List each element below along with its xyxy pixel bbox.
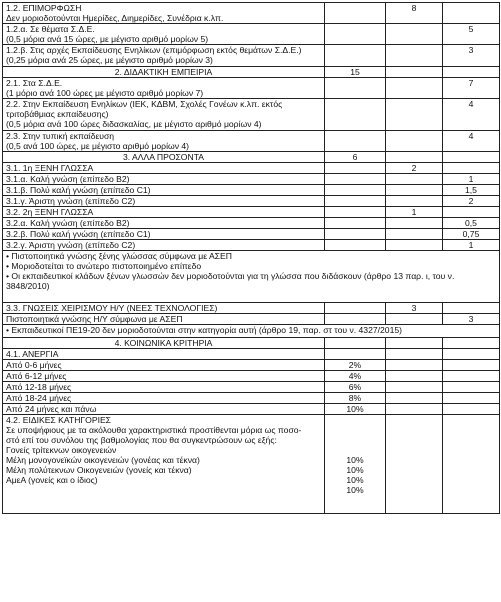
points-cell-d <box>443 3 500 24</box>
percentage-value <box>328 435 382 445</box>
table-row <box>3 152 500 163</box>
points-cell-d: 1 <box>443 240 500 251</box>
criteria-sheet <box>0 2 501 602</box>
description-line: 3.1.γ. Άριστη γνώση (επίπεδο C2) <box>6 196 136 206</box>
points-cell-b <box>325 207 386 218</box>
points-cell-c: 2 <box>386 163 443 174</box>
description-line: 1.2.β. Στις αρχές Εκπαίδευσης Ενηλίκων (επιμόρφωση εκτός θεμάτων Σ.Δ.Ε.) <box>6 45 302 55</box>
description-line: Από 18-24 μήνες <box>6 393 72 403</box>
percentage-value <box>328 445 382 455</box>
table-row <box>3 78 500 99</box>
points-cell-d <box>443 207 500 218</box>
criterion-description <box>3 371 325 382</box>
table-row <box>3 99 500 131</box>
criterion-description <box>3 382 325 393</box>
description-line: 4. ΚΟΙΝΩΝΙΚΑ ΚΡΙΤΗΡΙΑ <box>114 338 213 348</box>
criterion-description <box>3 24 325 45</box>
points-cell-d <box>443 303 500 314</box>
description-line: 1.2. ΕΠΙΜΟΡΦΩΣΗ <box>6 3 82 13</box>
points-cell-c: 3 <box>386 303 443 314</box>
description-line: Μέλη μονογονεϊκών οικογενειών (γονέας και τέκνα) <box>6 455 200 465</box>
criterion-description <box>3 163 325 174</box>
points-cell-c <box>386 131 443 152</box>
description-line: 3.2.α. Καλή γνώση (επίπεδο Β2) <box>6 218 130 228</box>
points-cell-c <box>386 24 443 45</box>
points-cell-b <box>325 314 386 325</box>
table-row <box>3 349 500 360</box>
points-cell-d: 0,5 <box>443 218 500 229</box>
criterion-description <box>3 404 325 415</box>
description-line: Από 12-18 μήνες <box>6 382 72 392</box>
points-cell-b <box>325 240 386 251</box>
percentage-value: 10% <box>346 465 364 475</box>
points-cell-d <box>443 67 500 78</box>
points-cell-d: 1,5 <box>443 185 500 196</box>
points-cell-b <box>325 163 386 174</box>
criterion-description <box>3 218 325 229</box>
table-row <box>3 207 500 218</box>
description-line: Δεν μοριοδοτούνται Ημερίδες, Διημερίδες, Συνέδρια κ.λπ. <box>6 13 224 23</box>
table-row <box>3 185 500 196</box>
criterion-description <box>3 314 325 325</box>
points-cell-b <box>325 349 386 360</box>
points-cell-d: 4 <box>443 131 500 152</box>
description-line: στό επί του συνόλου της βαθμολογίας που θα συγκεντρώσουν ως εξής: <box>6 435 277 445</box>
points-cell-b <box>325 24 386 45</box>
description-line: 3.2.β. Πολύ καλή γνώση (επίπεδο C1) <box>6 229 151 239</box>
percentage-value <box>328 425 382 435</box>
criterion-description <box>3 99 325 131</box>
table-row <box>3 303 500 314</box>
points-cell-b: 6 <box>325 152 386 163</box>
points-cell-d <box>443 152 500 163</box>
criterion-description <box>3 240 325 251</box>
points-cell-b <box>325 131 386 152</box>
description-line: 3. ΑΛΛΑ ΠΡΟΣΟΝΤΑ <box>122 152 205 162</box>
points-cell-d: 3 <box>443 314 500 325</box>
points-cell-d: 4 <box>443 99 500 131</box>
description-line: 3.3. ΓΝΩΣΕΙΣ ΧΕΙΡΙΣΜΟΥ Η/Υ (ΝΕΕΣ ΤΕΧΝΟΛΟΓΙΕΣ) <box>6 303 218 313</box>
points-cell-c <box>386 67 443 78</box>
points-cell-c <box>386 314 443 325</box>
description-line: 2.1. Στα Σ.Δ.Ε. <box>6 78 63 88</box>
table-row <box>3 131 500 152</box>
points-cell-c <box>386 240 443 251</box>
description-line: 4.1. ΑΝΕΡΓΙΑ <box>6 349 59 359</box>
criteria-table-body <box>3 3 500 514</box>
points-cell-c <box>386 99 443 131</box>
percentage-value: 10% <box>346 485 364 495</box>
description-line: 3.2.γ. Άριστη γνώση (επίπεδο C2) <box>6 240 136 250</box>
criterion-description <box>3 78 325 99</box>
points-cell-c <box>386 415 443 514</box>
points-cell-c: 8 <box>386 3 443 24</box>
points-cell-c <box>386 174 443 185</box>
description-line: (0,25 μόρια ανά 25 ώρες, με μέγιστο αριθμό μορίων 3) <box>6 55 213 65</box>
points-cell-d: 7 <box>443 78 500 99</box>
description-line: Γονείς τρίτεκνων οικογενειών <box>6 445 117 455</box>
description-line: Σε υποψήφιους με τα ακόλουθα χαρακτηριστικά προστίθενται μόρια ως ποσο- <box>6 425 302 435</box>
points-cell-b <box>325 196 386 207</box>
criterion-description <box>3 185 325 196</box>
table-row <box>3 314 500 325</box>
description-line: ΑμεΑ (γονείς και ο ίδιος) <box>6 475 98 485</box>
description-line: 2.3. Στην τυπική εκπαίδευση <box>6 131 115 141</box>
criterion-description <box>3 229 325 240</box>
percentage-value: 10% <box>346 475 364 485</box>
table-row <box>3 338 500 349</box>
points-cell-b <box>325 185 386 196</box>
points-cell-b <box>325 229 386 240</box>
section-heading <box>3 338 325 349</box>
points-cell-d <box>443 382 500 393</box>
table-row <box>3 3 500 24</box>
description-line: τριτοβάθμιας εκπαίδευσης) <box>6 109 109 119</box>
points-cell-c <box>386 360 443 371</box>
points-cell-b: 8% <box>325 393 386 404</box>
description-line: (0,5 ανά 100 ώρες, με μέγιστο αριθμό μορίων 4) <box>6 141 190 151</box>
points-cell-c <box>386 393 443 404</box>
description-line: (0,5 μόρια ανά 100 ώρες διδασκαλίας, με μέγιστο αριθμό μορίων 4) <box>6 119 262 129</box>
description-line: 2.2. Στην Εκπαίδευση Ενηλίκων (ΙΕΚ, ΚΔΒΜ, Σχολές Γονέων κ.λπ. εκτός <box>6 99 283 109</box>
percentage-value: 10% <box>346 455 364 465</box>
description-line: (1 μόριο ανά 100 ώρες με μέγιστο αριθμό μορίων 7) <box>6 88 204 98</box>
table-row <box>3 240 500 251</box>
description-line: 4.2. ΕΙΔΙΚΕΣ ΚΑΤΗΓΟΡΙΕΣ <box>6 415 111 425</box>
criterion-description <box>3 393 325 404</box>
points-cell-b <box>325 303 386 314</box>
points-cell-d: 1 <box>443 174 500 185</box>
criterion-description <box>3 196 325 207</box>
table-row <box>3 229 500 240</box>
note-cell <box>3 251 500 303</box>
note-line: • Οι εκπαιδευτικοί κλάδων ξένων γλωσσών δεν μοριοδοτούνται για τη γλώσσα που διδάσκουν (άρθρο 13 παρ. ι, του ν. 3848/2010) <box>6 271 455 291</box>
table-row <box>3 174 500 185</box>
points-cell-d <box>443 415 500 514</box>
points-cell-b: 10% <box>325 404 386 415</box>
description-line: 3.1. 1η ΞΕΝΗ ΓΛΩΣΣΑ <box>6 163 94 173</box>
points-cell-b: 15 <box>325 67 386 78</box>
table-row <box>3 360 500 371</box>
points-cell-d <box>443 393 500 404</box>
description-line: 3.2. 2η ΞΕΝΗ ΓΛΩΣΣΑ <box>6 207 94 217</box>
points-cell-c <box>386 78 443 99</box>
description-line: 1.2.α. Σε θέματα Σ.Δ.Ε. <box>6 24 95 34</box>
points-cell-b: 2% <box>325 360 386 371</box>
table-row <box>3 45 500 67</box>
description-line: Από 24 μήνες και πάνω <box>6 404 97 414</box>
points-cell-b <box>325 45 386 67</box>
points-cell-c <box>386 338 443 349</box>
points-cell-b <box>325 78 386 99</box>
points-cell-d: 2 <box>443 196 500 207</box>
criterion-description <box>3 360 325 371</box>
section-heading <box>3 67 325 78</box>
points-cell-c <box>386 218 443 229</box>
points-cell-b <box>325 3 386 24</box>
table-row <box>3 218 500 229</box>
points-cell-d <box>443 163 500 174</box>
points-cell-d <box>443 338 500 349</box>
table-row <box>3 393 500 404</box>
points-cell-d: 5 <box>443 24 500 45</box>
criterion-description <box>3 207 325 218</box>
points-cell-c <box>386 152 443 163</box>
points-cell-b <box>325 218 386 229</box>
criterion-description <box>3 415 325 514</box>
points-cell-c <box>386 382 443 393</box>
points-cell-b <box>325 338 386 349</box>
criterion-description <box>3 45 325 67</box>
criterion-description <box>3 349 325 360</box>
points-cell-b <box>325 415 386 514</box>
table-row <box>3 251 500 303</box>
points-cell-b <box>325 174 386 185</box>
section-heading <box>3 152 325 163</box>
points-cell-d: 3 <box>443 45 500 67</box>
description-line: 3.1.β. Πολύ καλή γνώση (επίπεδο C1) <box>6 185 151 195</box>
description-line: Πιστοποιητικά γνώσης Η/Υ σύμφωνα με ΑΣΕΠ <box>6 314 183 324</box>
table-row <box>3 371 500 382</box>
table-row <box>3 382 500 393</box>
table-row <box>3 163 500 174</box>
points-cell-d <box>443 349 500 360</box>
description-line: 2. ΔΙΔΑΚΤΙΚΗ ΕΜΠΕΙΡΙΑ <box>114 67 213 77</box>
points-cell-b <box>325 99 386 131</box>
points-cell-b: 4% <box>325 371 386 382</box>
points-cell-c <box>386 196 443 207</box>
table-row <box>3 196 500 207</box>
criterion-description <box>3 174 325 185</box>
description-line: 3.1.α. Καλή γνώση (επίπεδο Β2) <box>6 174 130 184</box>
table-row <box>3 415 500 514</box>
criteria-table <box>2 2 500 514</box>
table-row <box>3 325 500 338</box>
points-cell-c: 1 <box>386 207 443 218</box>
points-cell-c <box>386 371 443 382</box>
points-cell-d <box>443 371 500 382</box>
note-cell <box>3 325 500 338</box>
points-cell-c <box>386 229 443 240</box>
points-cell-d: 0,75 <box>443 229 500 240</box>
criterion-description <box>3 3 325 24</box>
description-line: Από 6-12 μήνες <box>6 371 67 381</box>
points-cell-c <box>386 404 443 415</box>
description-line: Από 0-6 μήνες <box>6 360 62 370</box>
note-line: • Μοριοδοτείται το ανώτερο πιστοποιημένο επίπεδο <box>6 261 202 271</box>
points-cell-d <box>443 404 500 415</box>
note-line: • Εκπαιδευτικοί ΠΕ19-20 δεν μοριοδοτούνται στην κατηγορία αυτή (άρθρο 19, παρ. στ του ν. 4327/2015) <box>6 325 403 335</box>
percentage-value <box>328 415 382 425</box>
criterion-description <box>3 303 325 314</box>
points-cell-b: 6% <box>325 382 386 393</box>
note-line: • Πιστοποιητικά γνώσης ξένης γλώσσας σύμφωνα με ΑΣΕΠ <box>6 251 232 261</box>
table-row <box>3 67 500 78</box>
points-cell-c <box>386 349 443 360</box>
description-line: Μέλη πολύτεκνων Οικογενειών (γονείς και τέκνα) <box>6 465 192 475</box>
table-row <box>3 24 500 45</box>
table-row <box>3 404 500 415</box>
points-cell-d <box>443 360 500 371</box>
points-cell-c <box>386 45 443 67</box>
criterion-description <box>3 131 325 152</box>
description-line: (0,5 μόρια ανά 15 ώρες, με μέγιστο αριθμό μορίων 5) <box>6 34 209 44</box>
points-cell-c <box>386 185 443 196</box>
